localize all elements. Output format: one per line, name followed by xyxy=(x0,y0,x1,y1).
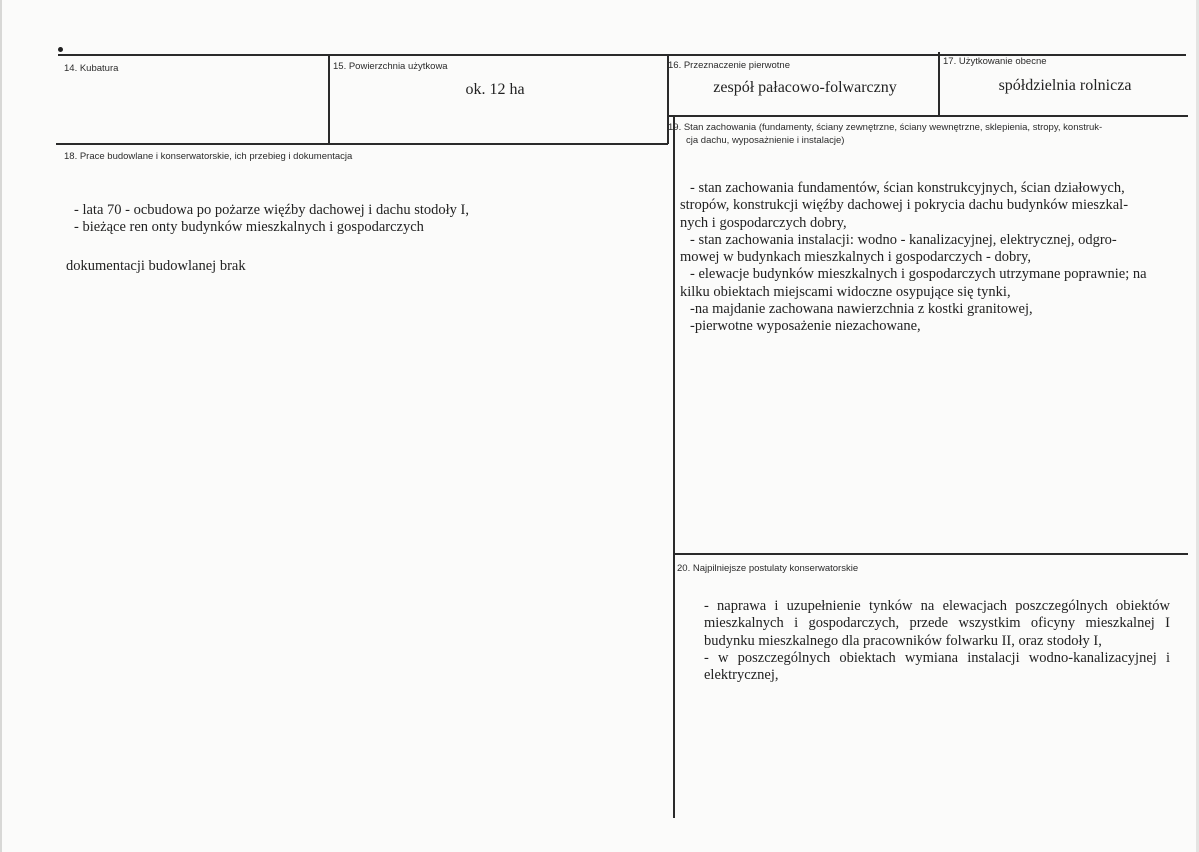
field-19-line: -na majdanie zachowana nawierzchnia z kostki granitowej, xyxy=(690,301,1033,318)
divider-19-20 xyxy=(673,553,1188,555)
field-20-line: elektrycznej, xyxy=(704,667,779,684)
punch-mark xyxy=(58,47,63,52)
field-20-line: budynku mieszkalnego dla pracowników folwarku II, oraz stodoły I, xyxy=(704,632,1102,649)
divider-row1-left xyxy=(56,143,668,145)
scan-edge-left xyxy=(0,0,2,852)
field-19-label-line2: cja dachu, wyposażnienie i instalacje) xyxy=(686,135,845,146)
field-14-label: 14. Kubatura xyxy=(64,63,119,74)
field-18-line: - lata 70 - ocbudowa po pożarze więźby dachowej i dachu stodoły I, xyxy=(74,202,469,218)
field-19-line: nych i gospodarczych dobry, xyxy=(680,214,847,231)
field-19-line: - stan zachowania fundamentów, ścian konstrukcyjnych, ścian działowych, xyxy=(690,180,1125,196)
field-20-content xyxy=(704,598,1170,684)
field-19-line: -pierwotne wyposażenie niezachowane, xyxy=(690,318,921,335)
field-18-note xyxy=(66,258,466,275)
field-19-line: - elewacje budynków mieszkalnych i gospodarczych utrzymane poprawnie; na xyxy=(690,266,1147,283)
field-20-label: 20. Najpilniejsze postulaty konserwatorskie xyxy=(677,563,859,574)
field-19-line: stropów, konstrukcji więźby dachowej i pokrycia dachu budynków mieszkal- xyxy=(680,197,1129,214)
field-20-line: - w poszczególnych obiektach wymiana instalacji wodno-kanalizacyjnej i xyxy=(704,649,1170,666)
field-16-value: zespół pałacowo-folwarczny xyxy=(713,79,897,96)
field-15-value: ok. 12 ha xyxy=(465,81,525,98)
field-18-line: - bieżące ren onty budynków mieszkalnych i gospodarczych xyxy=(74,219,424,236)
field-19-content xyxy=(680,180,1180,336)
field-18-label: 18. Prace budowlane i konserwatorskie, ich przebieg i dokumentacja xyxy=(64,151,353,162)
field-19-line: kilku obiektach miejscami widoczne osypujące się tynki, xyxy=(680,283,1011,300)
field-17-value: spółdzielnia rolnicza xyxy=(998,77,1132,94)
field-18-line: dokumentacji budowlanej brak xyxy=(66,258,246,274)
field-17-label: 17. Użytkowanie obecne xyxy=(943,56,1047,67)
divider-16-17 xyxy=(938,52,940,115)
field-18-content xyxy=(74,202,634,237)
divider-row1-right xyxy=(667,115,1188,117)
divider-14-15 xyxy=(328,54,330,143)
field-19-line: - stan zachowania instalacji: wodno - kanalizacyjnej, elektrycznej, odgro- xyxy=(690,231,1117,248)
field-15-label: 15. Powierzchnia użytkowa xyxy=(333,61,448,72)
field-19-label-line1: 19. Stan zachowania (fundamenty, ściany zewnętrzne, ściany wewnętrzne, sklepienia, stropy, konstruk- xyxy=(668,122,1103,133)
divider-main-lower xyxy=(673,116,675,818)
field-20-line: - naprawa i uzupełnienie tynków na elewacjach poszczególnych obiektów xyxy=(704,598,1170,614)
field-19-line: mowej w budynkach mieszkalnych i gospodarczych - dobry, xyxy=(680,249,1031,266)
field-16-label: 16. Przeznaczenie pierwotne xyxy=(668,60,790,71)
field-20-line: mieszkalnych i gospodarczych, przede wszystkim oficyny mieszkalnej I xyxy=(704,615,1170,632)
